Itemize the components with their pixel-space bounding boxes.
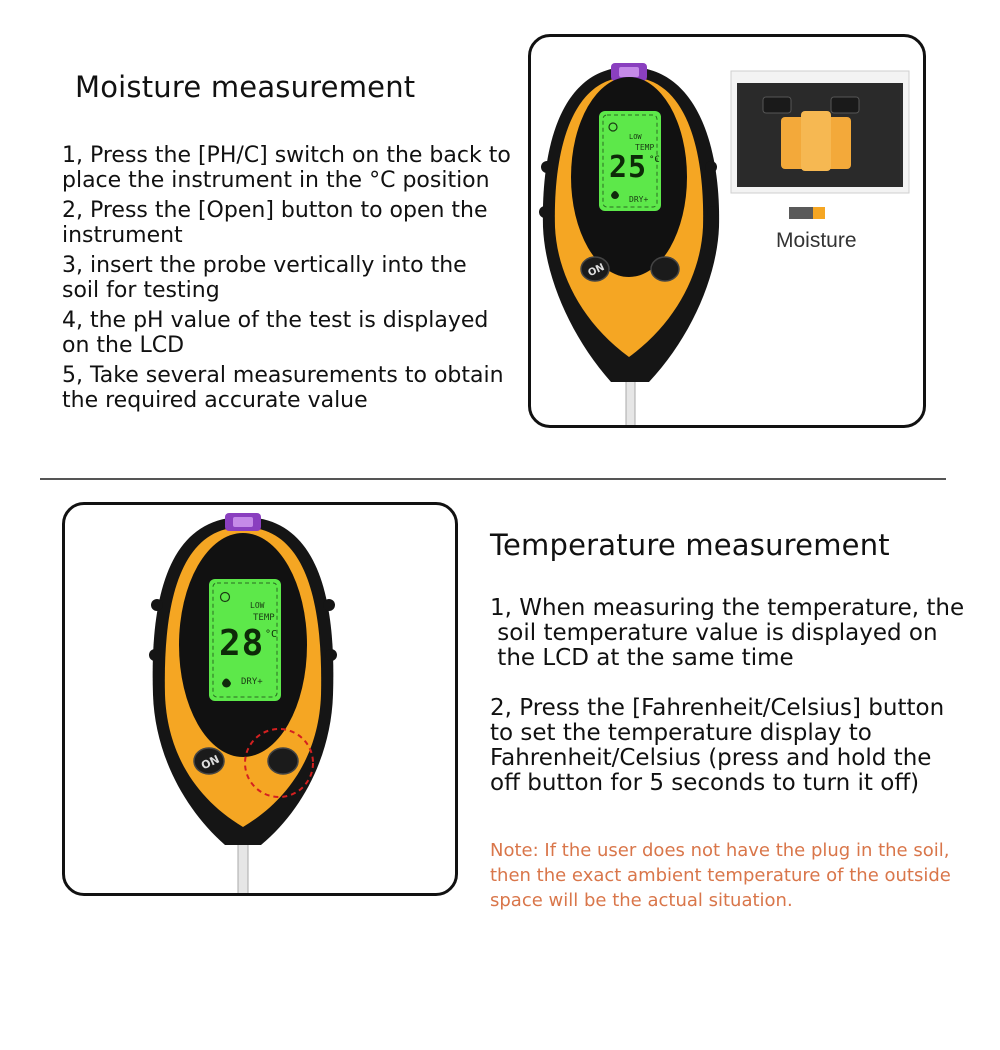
- temperature-line: soil temperature value is displayed on: [490, 620, 938, 646]
- temperature-line: the LCD at the same time: [490, 645, 794, 671]
- temperature-line: 2, Press the [Fahrenheit/Celsius] button: [490, 695, 945, 721]
- moisture-line: the required accurate value: [62, 388, 368, 413]
- moisture-line: 2, Press the [Open] button to open the: [62, 198, 488, 223]
- moisture-line: 3, insert the probe vertically into the: [62, 253, 467, 278]
- temperature-device-frame: [62, 502, 458, 896]
- lcd-reading: 28: [219, 623, 265, 664]
- temperature-line: Fahrenheit/Celsius (press and hold the: [490, 745, 932, 771]
- moisture-line: on the LCD: [62, 333, 185, 358]
- temperature-line: 1, When measuring the temperature, the: [490, 595, 965, 621]
- section-divider: [40, 478, 946, 480]
- lcd-dry-label: DRY+: [241, 677, 263, 687]
- lcd-temp-label: TEMP: [635, 143, 655, 152]
- soil-meter-device-illustration: [65, 505, 455, 893]
- lcd-unit: °C: [265, 629, 278, 640]
- moisture-switch-label: Moisture: [776, 229, 857, 252]
- temperature-line: off button for 5 seconds to turn it off): [490, 770, 920, 796]
- on-button-label: ON: [199, 752, 222, 773]
- temperature-line: to set the temperature display to: [490, 720, 872, 746]
- soil-meter-device-illustration: [531, 37, 923, 425]
- moisture-line: instrument: [62, 223, 183, 248]
- note-line: Note: If the user does not have the plug in the soil,: [490, 840, 950, 861]
- lcd-dry-label: DRY+: [629, 195, 649, 204]
- lcd-unit: °C: [649, 155, 660, 165]
- moisture-line: 5, Take several measurements to obtain: [62, 363, 504, 388]
- lcd-low-label: LOW: [250, 601, 265, 610]
- lcd-temp-label: TEMP: [253, 613, 275, 623]
- lcd-reading: 25: [609, 150, 648, 185]
- lcd-low-label: LOW: [629, 133, 642, 141]
- on-button-label: ON: [586, 261, 607, 280]
- moisture-line: 4, the pH value of the test is displayed: [62, 308, 489, 333]
- note-line: space will be the actual situation.: [490, 890, 793, 911]
- moisture-line: 1, Press the [PH/C] switch on the back to: [62, 143, 511, 168]
- moisture-device-frame: [528, 34, 926, 428]
- note-line: then the exact ambient temperature of the outside: [490, 865, 951, 886]
- moisture-line: place the instrument in the °C position: [62, 168, 490, 193]
- temperature-title: Temperature measurement: [490, 528, 890, 562]
- moisture-line: soil for testing: [62, 278, 220, 303]
- moisture-title: Moisture measurement: [75, 70, 416, 104]
